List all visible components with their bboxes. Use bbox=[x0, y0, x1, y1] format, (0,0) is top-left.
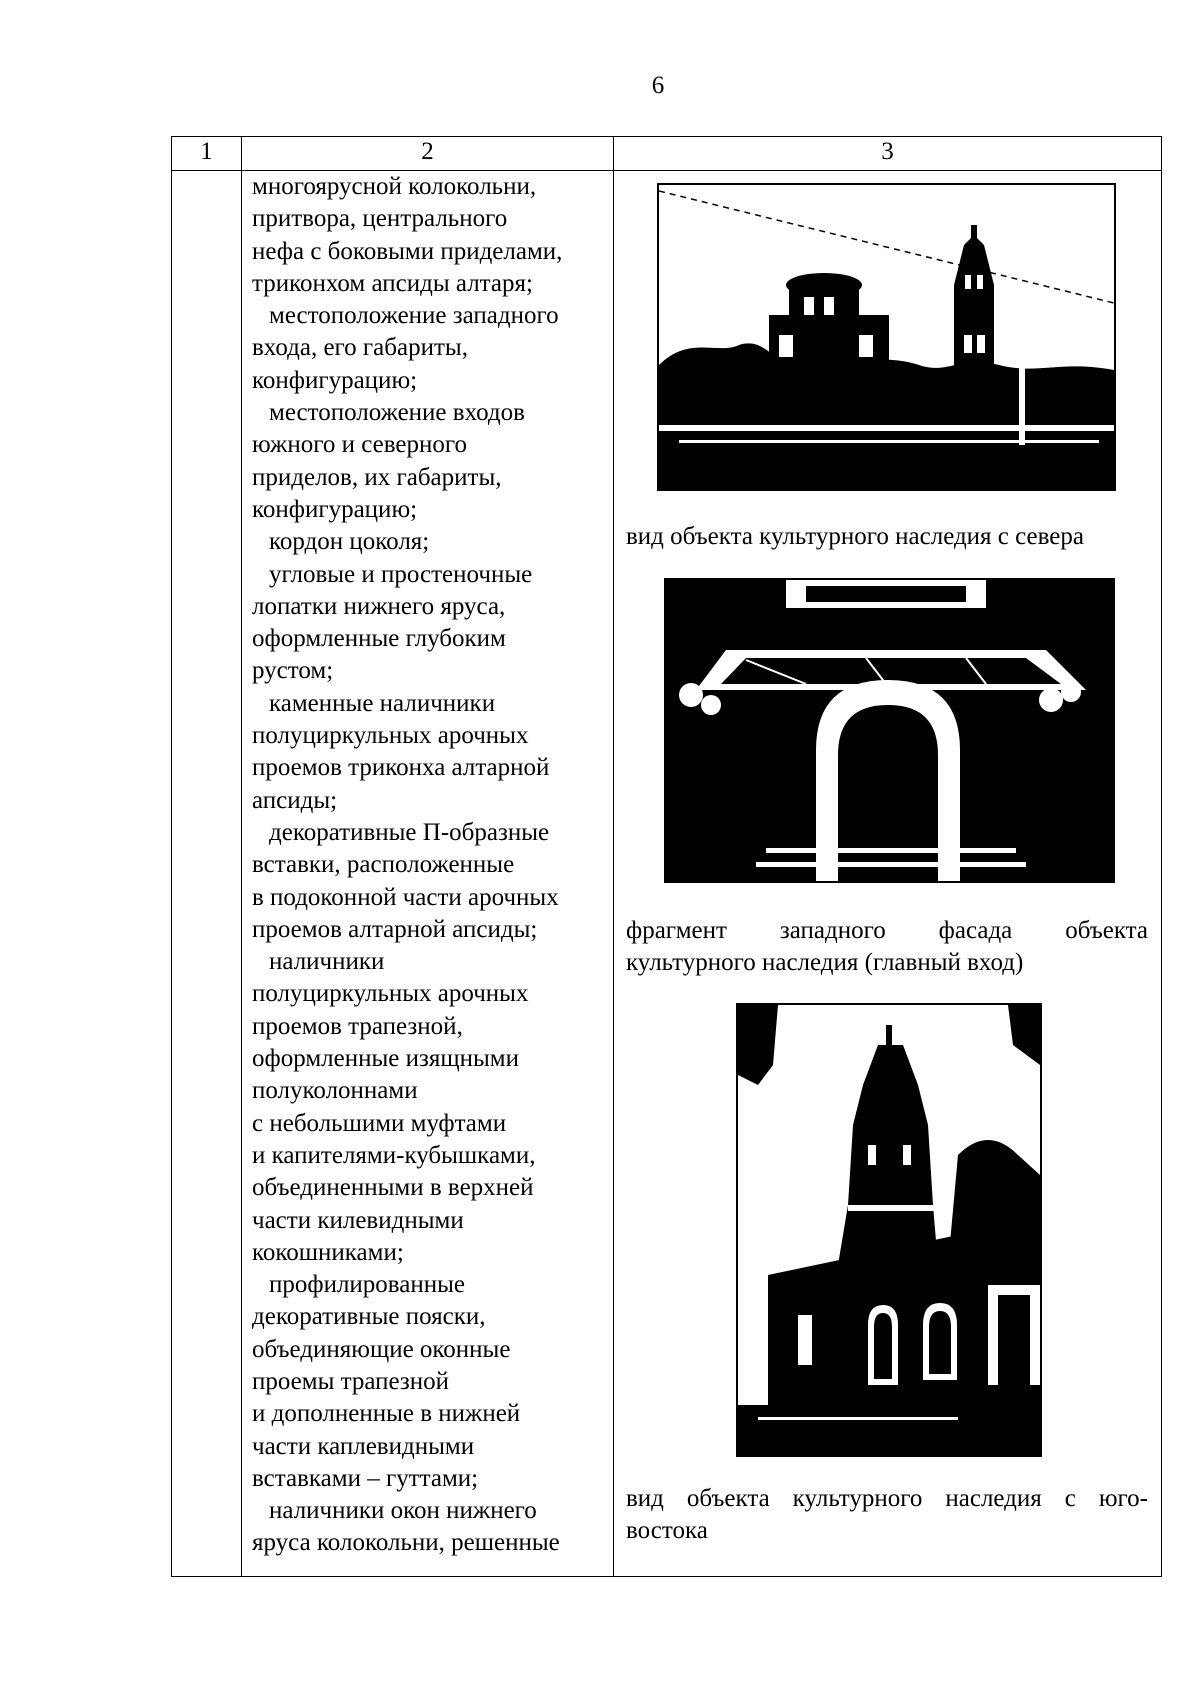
description-line: проемы трапезной bbox=[252, 1367, 450, 1395]
description-line: приделов, их габариты, bbox=[252, 463, 502, 491]
cell-col-2-description bbox=[242, 171, 614, 1577]
heritage-table bbox=[171, 136, 1162, 1577]
photo-west-facade bbox=[664, 578, 1115, 883]
description-line: южного и северного bbox=[252, 431, 467, 459]
description-line: оформленные изящными bbox=[252, 1045, 519, 1073]
header-col-1: 1 bbox=[172, 137, 242, 171]
table-header-row bbox=[172, 137, 1162, 171]
cell-col-1 bbox=[172, 171, 242, 1577]
description-line: местоположение входов bbox=[269, 399, 525, 427]
description-line: притвора, центрального bbox=[252, 205, 508, 233]
description-line: части каплевидными bbox=[252, 1432, 475, 1460]
church-north-photo-image bbox=[659, 185, 1114, 489]
description-line: декоративные П-образные bbox=[269, 818, 550, 846]
description-line: конфигурацию; bbox=[252, 366, 418, 394]
photo-north-view bbox=[657, 183, 1116, 491]
photo-southeast-view bbox=[736, 1003, 1042, 1457]
description-line: лопатки нижнего яруса, bbox=[252, 592, 506, 620]
header-col-3: 3 bbox=[614, 137, 1162, 171]
description-line: входа, его габариты, bbox=[252, 334, 468, 362]
description-line: полуциркульных арочных bbox=[252, 722, 529, 750]
description-line: яруса колокольни, решенные bbox=[252, 1529, 560, 1557]
protected-elements-list bbox=[252, 171, 603, 1560]
photo-west-caption: фрагмент западного фасада объекта культурного наследия (главный вход) bbox=[626, 917, 1148, 977]
description-line: проемов алтарной апсиды; bbox=[252, 915, 538, 943]
description-line: оформленные глубоким bbox=[252, 625, 506, 653]
page-number: 6 bbox=[651, 72, 665, 99]
cell-col-3-photos bbox=[614, 171, 1162, 1577]
description-line: в подоконной части арочных bbox=[252, 883, 559, 911]
church-southeast-photo-image bbox=[738, 1005, 1040, 1455]
description-line: объединяющие оконные bbox=[252, 1335, 511, 1363]
description-line: местоположение западного bbox=[269, 302, 559, 330]
description-line: вставками – гуттами; bbox=[252, 1464, 479, 1492]
description-line: профилированные bbox=[269, 1271, 466, 1299]
description-line: проемов трапезной, bbox=[252, 1012, 463, 1040]
description-line: кордон цоколя; bbox=[269, 528, 430, 556]
description-line: с небольшими муфтами bbox=[252, 1109, 507, 1137]
description-line: проемов триконха алтарной bbox=[252, 754, 550, 782]
description-line: объединенными в верхней bbox=[252, 1174, 534, 1202]
description-line: наличники bbox=[269, 948, 385, 976]
description-line: угловые и простеночные bbox=[269, 560, 533, 588]
description-line: триконхом апсиды алтаря; bbox=[252, 269, 533, 297]
description-line: наличники окон нижнего bbox=[269, 1497, 537, 1525]
church-entrance-photo-image bbox=[666, 580, 1113, 881]
description-line: декоративные пояски, bbox=[252, 1303, 486, 1331]
description-line: рустом; bbox=[252, 657, 334, 685]
description-line: нефа с боковыми приделами, bbox=[252, 237, 563, 265]
photo-southeast-caption: вид объекта культурного наследия с юго- востока bbox=[626, 1485, 1148, 1545]
description-line: кокошниками; bbox=[252, 1238, 404, 1266]
description-line: вставки, расположенные bbox=[252, 851, 515, 879]
description-line: и капителями-кубышками, bbox=[252, 1141, 536, 1169]
header-col-2: 2 bbox=[242, 137, 614, 171]
description-line: каменные наличники bbox=[269, 689, 496, 717]
description-line: полуциркульных арочных bbox=[252, 980, 529, 1008]
description-line: многоярусной колокольни, bbox=[252, 173, 537, 200]
description-line: апсиды; bbox=[252, 786, 338, 814]
description-line: полуколоннами bbox=[252, 1077, 418, 1105]
table-body-row bbox=[172, 171, 1162, 1577]
description-line: части килевидными bbox=[252, 1206, 464, 1234]
description-line: и дополненные в нижней bbox=[252, 1400, 521, 1428]
description-line: конфигурацию; bbox=[252, 495, 418, 523]
photo-north-caption: вид объекта культурного наследия с севера bbox=[626, 523, 1084, 550]
